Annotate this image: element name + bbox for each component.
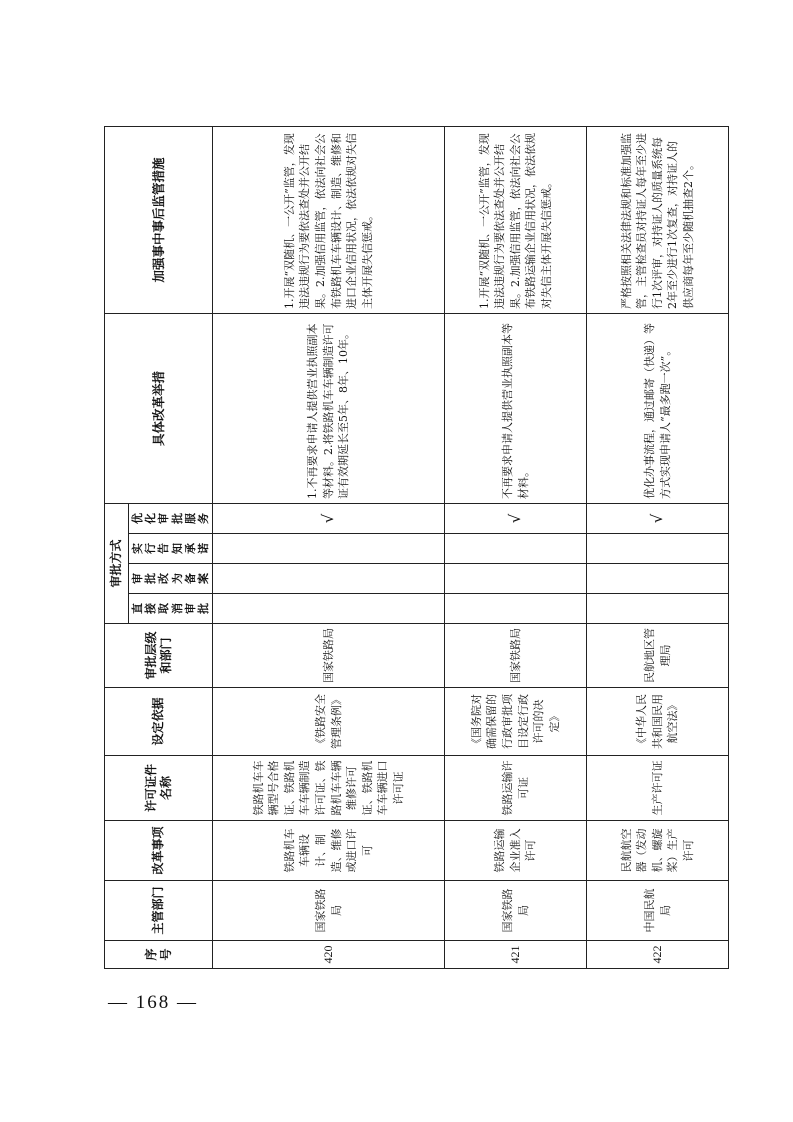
- header-cancel: 直接取消审批: [129, 594, 213, 624]
- cell-item: 民航航空器（发动机、螺旋桨）生产许可: [587, 821, 729, 881]
- cell-filing: [445, 564, 587, 594]
- header-optimize: 优化审批服务: [129, 503, 213, 533]
- header-measures: 具体改革举措: [105, 313, 213, 503]
- cell-seq: 420: [213, 941, 445, 969]
- cell-license: 生产许可证: [587, 756, 729, 821]
- cell-department: 国家铁路局: [445, 881, 587, 941]
- header-level: 审批层级和部门: [105, 624, 213, 688]
- table-header: [105, 126, 213, 968]
- cell-optimize: √: [213, 503, 445, 533]
- cell-filing: [587, 564, 729, 594]
- cell-seq: 422: [587, 941, 729, 969]
- header-filing: 审批改为备案: [129, 564, 213, 594]
- cell-measures: 不再要求申请人提供营业执照副本等材料。: [445, 313, 587, 503]
- cell-license: 铁路机车车辆型号合格证、铁路机车车辆制造许可证、铁路机车车辆维修许可证、铁路机车车辆进口许可证: [213, 756, 445, 821]
- cell-optimize: √: [445, 503, 587, 533]
- cell-supervision: 1.开展“双随机、一公开”监管，发现违法违规行为要依法查处并公开结果。2.加强信用监管，依法向社会公布铁路机车车辆设计、制造、维修和进口企业信用状况，依法依规对失信主体开展失信惩戒。: [213, 126, 445, 313]
- cell-level: 民航地区管理局: [587, 624, 729, 688]
- cell-optimize: √: [587, 503, 729, 533]
- cell-notify: [213, 534, 445, 564]
- cell-measures: 1.不再要求申请人提供营业执照副本等材料。2.将铁路机车车辆制造许可证有效期延长至5年、8年、10年。: [213, 313, 445, 503]
- cell-level: 国家铁路局: [213, 624, 445, 688]
- table-row: [445, 126, 587, 968]
- header-basis: 设定依据: [105, 688, 213, 756]
- cell-department: 国家铁路局: [213, 881, 445, 941]
- cell-cancel: [587, 594, 729, 624]
- reform-table: [104, 126, 729, 969]
- cell-department: 中国民航局: [587, 881, 729, 941]
- cell-cancel: [213, 594, 445, 624]
- rotated-table-wrapper: [104, 127, 696, 969]
- cell-basis: 《国务院对确需保留的行政审批项目设定行政许可的决定》: [445, 688, 587, 756]
- cell-cancel: [445, 594, 587, 624]
- header-approval-mode: 审批方式: [105, 503, 129, 623]
- header-license: 许可证件名称: [105, 756, 213, 821]
- cell-basis: 《铁路安全管理条例》: [213, 688, 445, 756]
- header-item: 改革事项: [105, 821, 213, 881]
- cell-notify: [445, 534, 587, 564]
- cell-supervision: 1.开展“双随机、一公开”监管，发现违法违规行为要依法查处并公开结果。2.加强信用监管，依法向社会公布铁路运输企业信用状况，依法依规对失信主体开展失信惩戒。: [445, 126, 587, 313]
- cell-seq: 421: [445, 941, 587, 969]
- cell-measures: 优化办事流程，通过邮寄（快递）等方式实现申请人“最多跑一次”。: [587, 313, 729, 503]
- table-row: [213, 126, 445, 968]
- header-seq: 序号: [105, 941, 213, 969]
- cell-supervision: 严格按照相关法律法规和标准加强监管，主管检查员对持证人每年至少进行1次评审，对持证人的质量系统每2年至少进行1次复查，对持证人的供应商每年至少随机抽查2个。: [587, 126, 729, 313]
- cell-filing: [213, 564, 445, 594]
- page-number: — 168 —: [108, 992, 198, 1013]
- table-row: [587, 126, 729, 968]
- header-department: 主管部门: [105, 881, 213, 941]
- cell-item: 铁路机车车辆设计、制造、维修或进口许可: [213, 821, 445, 881]
- cell-level: 国家铁路局: [445, 624, 587, 688]
- cell-license: 铁路运输许可证: [445, 756, 587, 821]
- header-notify: 实行告知承诺: [129, 534, 213, 564]
- cell-notify: [587, 534, 729, 564]
- cell-item: 铁路运输企业准入许可: [445, 821, 587, 881]
- cell-basis: 《中华人民共和国民用航空法》: [587, 688, 729, 756]
- header-supervision: 加强事中事后监管措施: [105, 126, 213, 313]
